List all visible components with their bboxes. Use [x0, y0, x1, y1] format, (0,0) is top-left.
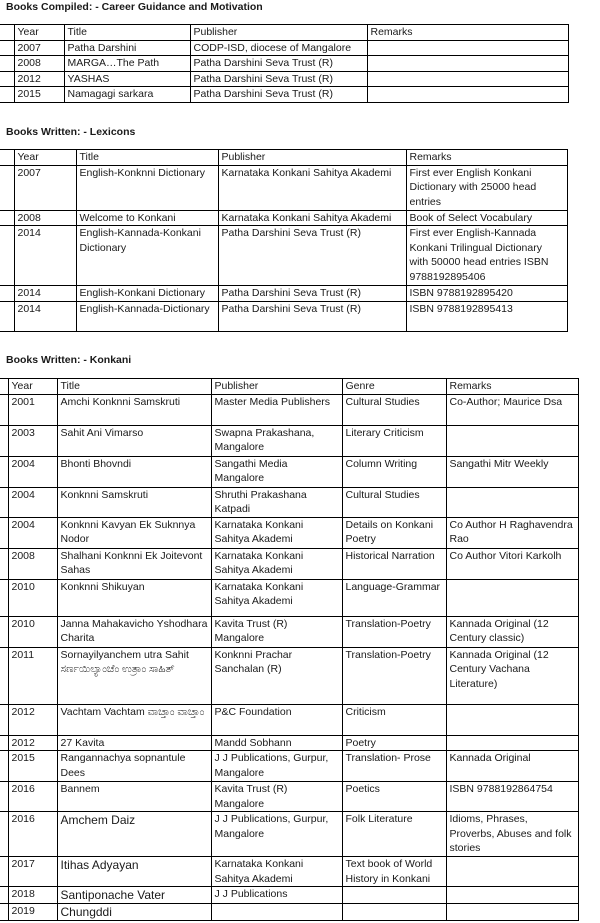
table-edge-cell: [0, 25, 14, 41]
table-cell: Details on Konkani Poetry: [342, 517, 446, 548]
table-row: [0, 751, 578, 782]
table-cell: English-Konknni Dictionary: [76, 165, 218, 210]
table-cell: [446, 887, 578, 904]
konkani-table: [0, 378, 579, 921]
table-cell: Column Writing: [342, 456, 446, 487]
table-cell: Rangannachya sopnantule Dees: [57, 751, 211, 782]
table-cell: Sahit Ani Vimarso: [57, 425, 211, 456]
table-cell: Sangathi Mitr Weekly: [446, 456, 578, 487]
table-cell: Translation-Poetry: [342, 616, 446, 647]
table-cell: J J Publications, Gurpur, Mangalore: [211, 812, 342, 857]
table-cell: J J Publications: [211, 887, 342, 904]
table-cell: 2012: [14, 71, 64, 87]
table-cell: Patha Darshini Seva Trust (R): [218, 301, 406, 331]
table-cell: Konknni Shikuyan: [57, 579, 211, 616]
table-row: [0, 887, 578, 904]
table-row: [0, 487, 578, 517]
table-row: [0, 56, 568, 72]
table-cell: Patha Darshini: [64, 40, 190, 56]
table-cell: 2007: [14, 165, 76, 210]
table-row: [0, 394, 578, 425]
table-cell: Karnataka Konkani Sahitya Akademi: [211, 517, 342, 548]
table-edge-cell: [0, 616, 8, 647]
table-edge-cell: [0, 704, 8, 735]
table-cell: Patha Darshini Seva Trust (R): [190, 71, 367, 87]
table-cell: 2012: [8, 704, 57, 735]
table-cell: Janna Mahakavicho Yshodhara Charita: [57, 616, 211, 647]
table-header-row: [0, 25, 568, 41]
table-edge-cell: [0, 517, 8, 548]
table-row: [0, 579, 578, 616]
table-cell: 2001: [8, 394, 57, 425]
table-cell: [446, 704, 578, 735]
table-edge-cell: [0, 887, 8, 904]
table-cell: Idioms, Phrases, Proverbs, Abuses and folk stories: [446, 812, 578, 857]
table-cell: [367, 56, 568, 72]
table-cell: Karnataka Konkani Sahitya Akademi: [218, 165, 406, 210]
table-cell: 2008: [14, 210, 76, 226]
table-row: [0, 812, 578, 857]
table-cell: Sangathi Media Mangalore: [211, 456, 342, 487]
table-cell: [211, 904, 342, 921]
table-edge-cell: [0, 165, 14, 210]
compiled-heading: Books Compiled: - Career Guidance and Motivation: [6, 1, 263, 13]
table-cell: Cultural Studies: [342, 487, 446, 517]
table-edge-cell: [0, 87, 14, 103]
table-row: [0, 616, 578, 647]
table-cell: Karnataka Konkani Sahitya Akademi: [211, 548, 342, 579]
table-cell: 2010: [8, 616, 57, 647]
table-cell: Amchi Konknni Samskruti: [57, 394, 211, 425]
table-cell: Konknni Prachar Sanchalan (R): [211, 647, 342, 704]
table-cell: ISBN 9788192895413: [406, 301, 567, 331]
table-edge-cell: [0, 425, 8, 456]
column-header: Publisher: [190, 25, 367, 41]
table-cell: Historical Narration: [342, 548, 446, 579]
table-cell: CODP-ISD, diocese of Mangalore: [190, 40, 367, 56]
column-header: Year: [14, 150, 76, 166]
table-edge-cell: [0, 286, 14, 302]
table-cell: Kavita Trust (R) Mangalore: [211, 616, 342, 647]
table-row: [0, 71, 568, 87]
table-row: [0, 165, 567, 210]
table-cell: 2017: [8, 857, 57, 887]
table-cell: Welcome to Konkani: [76, 210, 218, 226]
table-cell: Shalhani Konknni Ek Joitevont Sahas: [57, 548, 211, 579]
table-header-row: [0, 150, 567, 166]
table-edge-cell: [0, 226, 14, 286]
table-edge-cell: [0, 904, 8, 921]
table-cell: 2008: [8, 548, 57, 579]
table-row: [0, 226, 567, 286]
table-edge-cell: [0, 71, 14, 87]
table-cell: Swapna Prakashana, Mangalore: [211, 425, 342, 456]
table-cell: P&C Foundation: [211, 704, 342, 735]
column-header: Remarks: [367, 25, 568, 41]
table-cell: Karnataka Konkani Sahitya Akademi: [218, 210, 406, 226]
table-cell: Kannada Original (12 Century classic): [446, 616, 578, 647]
table-header-row: [0, 379, 578, 395]
table-cell: [342, 887, 446, 904]
table-cell: Translation- Prose: [342, 751, 446, 782]
table-cell: Shruthi Prakashana Katpadi: [211, 487, 342, 517]
table-cell: 2004: [8, 487, 57, 517]
column-header: Year: [14, 25, 64, 41]
table-row: [0, 904, 578, 921]
table-cell: 2016: [8, 782, 57, 812]
table-cell: Kannada Original (12 Century Vachana Literature): [446, 647, 578, 704]
table-edge-cell: [0, 379, 8, 395]
table-edge-cell: [0, 751, 8, 782]
compiled-table: [0, 24, 569, 103]
table-edge-cell: [0, 40, 14, 56]
table-edge-cell: [0, 579, 8, 616]
table-cell: Santiponache Vater: [57, 887, 211, 904]
table-cell: MARGA…The Path: [64, 56, 190, 72]
table-edge-cell: [0, 56, 14, 72]
table-cell: Kannada Original: [446, 751, 578, 782]
table-row: [0, 548, 578, 579]
table-cell: First ever English Konkani Dictionary with 25000 head entries: [406, 165, 567, 210]
table-row: [0, 456, 578, 487]
table-cell: Poetry: [342, 735, 446, 751]
table-cell: English-Kannada-Konkani Dictionary: [76, 226, 218, 286]
table-edge-cell: [0, 487, 8, 517]
table-cell: Konknni Kavyan Ek Suknnya Nodor: [57, 517, 211, 548]
table-row: [0, 40, 568, 56]
table-cell: Patha Darshini Seva Trust (R): [218, 286, 406, 302]
table-cell: 2003: [8, 425, 57, 456]
column-header: Remarks: [406, 150, 567, 166]
table-cell: Co Author H Raghavendra Rao: [446, 517, 578, 548]
table-edge-cell: [0, 647, 8, 704]
table-cell: 2011: [8, 647, 57, 704]
table-cell: 2008: [14, 56, 64, 72]
table-cell: Text book of World History in Konkani: [342, 857, 446, 887]
table-cell: 2016: [8, 812, 57, 857]
table-cell: YASHAS: [64, 71, 190, 87]
table-cell: Patha Darshini Seva Trust (R): [218, 226, 406, 286]
table-cell: Folk Literature: [342, 812, 446, 857]
column-header: Publisher: [218, 150, 406, 166]
table-cell: Konknni Samskruti: [57, 487, 211, 517]
column-header: Genre: [342, 379, 446, 395]
table-edge-cell: [0, 301, 14, 331]
table-row: [0, 704, 578, 735]
table-cell: Vachtam Vachtam ವಾಚ್ತಾಂ ವಾಚ್ತಾಂ: [57, 704, 211, 735]
table-edge-cell: [0, 150, 14, 166]
table-cell: [367, 87, 568, 103]
table-cell: Co-Author; Maurice Dsa: [446, 394, 578, 425]
table-cell: [367, 71, 568, 87]
table-cell: Chungddi: [57, 904, 211, 921]
table-edge-cell: [0, 812, 8, 857]
table-cell: 27 Kavita: [57, 735, 211, 751]
table-cell: Karnataka Konkani Sahitya Akademi: [211, 857, 342, 887]
table-edge-cell: [0, 456, 8, 487]
table-edge-cell: [0, 394, 8, 425]
table-cell: First ever English-Kannada Konkani Trilingual Dictionary with 50000 head entries ISBN 9788192895406: [406, 226, 567, 286]
table-cell: 2015: [14, 87, 64, 103]
table-cell: 2007: [14, 40, 64, 56]
table-cell: English-Kannada-Dictionary: [76, 301, 218, 331]
table-cell: [446, 425, 578, 456]
table-cell: Patha Darshini Seva Trust (R): [190, 87, 367, 103]
table-cell: Co Author Vitori Karkolh: [446, 548, 578, 579]
table-cell: [446, 579, 578, 616]
table-cell: Language-Grammar: [342, 579, 446, 616]
table-cell: J J Publications, Gurpur, Mangalore: [211, 751, 342, 782]
table-cell: Poetics: [342, 782, 446, 812]
table-cell: ISBN 9788192895420: [406, 286, 567, 302]
lexicons-heading: Books Written: - Lexicons: [6, 126, 136, 138]
table-cell: Bhonti Bhovndi: [57, 456, 211, 487]
table-cell: English-Konkani Dictionary: [76, 286, 218, 302]
table-row: [0, 782, 578, 812]
table-cell: Sornayilyanchem utra Sahit ಸರ್ಣಯಿಲ್ಯಾಂಚೆಂ ಉತ್ರಾಂ ಸಾಹಿತ್: [57, 647, 211, 704]
lexicons-table: [0, 149, 568, 332]
table-cell: 2018: [8, 887, 57, 904]
column-header: Title: [64, 25, 190, 41]
table-edge-cell: [0, 857, 8, 887]
table-cell: [367, 40, 568, 56]
table-edge-cell: [0, 782, 8, 812]
table-row: [0, 425, 578, 456]
table-cell: 2010: [8, 579, 57, 616]
table-cell: 2015: [8, 751, 57, 782]
table-row: [0, 301, 567, 331]
konkani-heading: Books Written: - Konkani: [6, 354, 132, 366]
table-cell: Criticism: [342, 704, 446, 735]
table-cell: 2004: [8, 517, 57, 548]
table-cell: Kavita Trust (R) Mangalore: [211, 782, 342, 812]
table-cell: Amchem Daiz: [57, 812, 211, 857]
table-row: [0, 286, 567, 302]
table-row: [0, 517, 578, 548]
table-edge-cell: [0, 548, 8, 579]
table-cell: 2019: [8, 904, 57, 921]
table-cell: [446, 487, 578, 517]
table-cell: 2014: [14, 226, 76, 286]
table-row: [0, 735, 578, 751]
table-cell: Cultural Studies: [342, 394, 446, 425]
table-cell: Literary Criticism: [342, 425, 446, 456]
table-cell: Bannem: [57, 782, 211, 812]
table-row: [0, 857, 578, 887]
table-cell: [342, 904, 446, 921]
table-cell: Translation-Poetry: [342, 647, 446, 704]
table-cell: ISBN 9788192864754: [446, 782, 578, 812]
table-cell: 2004: [8, 456, 57, 487]
table-cell: Namagagi sarkara: [64, 87, 190, 103]
table-row: [0, 210, 567, 226]
table-cell: 2014: [14, 286, 76, 302]
column-header: Year: [8, 379, 57, 395]
table-row: [0, 647, 578, 704]
table-cell: Patha Darshini Seva Trust (R): [190, 56, 367, 72]
table-cell: Karnataka Konkani Sahitya Akademi: [211, 579, 342, 616]
table-cell: Itihas Adyayan: [57, 857, 211, 887]
column-header: Title: [57, 379, 211, 395]
table-cell: [446, 735, 578, 751]
table-edge-cell: [0, 210, 14, 226]
column-header: Publisher: [211, 379, 342, 395]
table-cell: [446, 904, 578, 921]
table-cell: 2012: [8, 735, 57, 751]
column-header: Remarks: [446, 379, 578, 395]
table-cell: Master Media Publishers: [211, 394, 342, 425]
table-row: [0, 87, 568, 103]
table-cell: Book of Select Vocabulary: [406, 210, 567, 226]
table-edge-cell: [0, 735, 8, 751]
table-cell: [446, 857, 578, 887]
table-cell: 2014: [14, 301, 76, 331]
table-cell: Mandd Sobhann: [211, 735, 342, 751]
column-header: Title: [76, 150, 218, 166]
